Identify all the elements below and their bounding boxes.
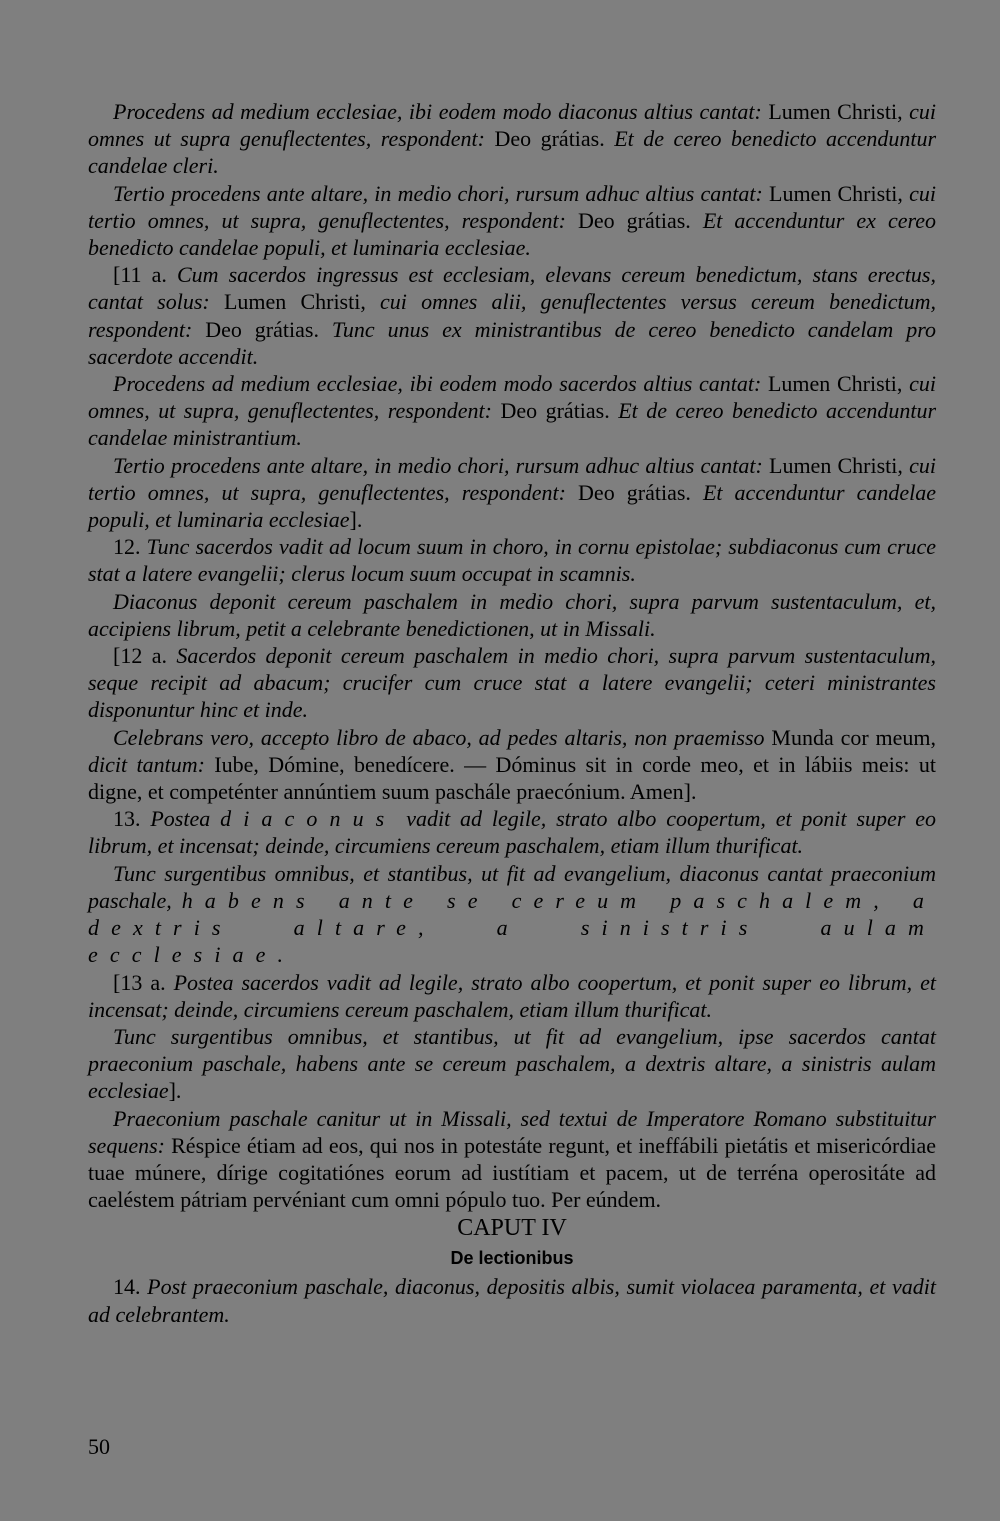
paragraph xyxy=(88,370,936,452)
text-run: Et de cereo benedicto accenduntur candelae ministrantium. xyxy=(88,398,937,451)
paragraph xyxy=(88,860,936,969)
text-run: Procedens ad medium ecclesiae, ibi eodem modo sacerdos altius cantat: xyxy=(113,371,768,397)
text-run: Cum sacerdos ingressus est ecclesiam, elevans cereum benedictum, stans erectus, cantat solus: xyxy=(88,262,936,315)
text-run: [13 a. xyxy=(113,969,174,995)
text-run: Tertio procedens ante altare, in medio chori, rursum adhuc altius cantat: xyxy=(113,180,769,206)
text-run: Lumen Christi, xyxy=(769,180,910,206)
chapter-title: CAPUT IV xyxy=(457,1215,567,1242)
text-run: Tertio procedens ante altare, in medio chori, rursum adhuc altius cantat: xyxy=(113,452,769,478)
text-run: Postea sacerdos vadit ad legile, strato albo coopertum, et ponit super eo librum, et incensat; deinde, circumiens cereum paschalem, etiam illum thurificat. xyxy=(88,969,936,1022)
paragraph-14 xyxy=(88,1273,936,1327)
text-run: Réspice étiam ad eos, qui nos in potestáte regunt, et ineffábili pietátis et misericórdiae tuae múnere, dírige cogitatiónes eorum ad iustítiam et pacem, ut de terréna operositáte ad caeléstem pátriam pervéniant cum omni pópulo tuo. Per eúndem. xyxy=(88,1132,936,1213)
text-run: Diaconus deponit cereum paschalem in medio chori, supra parvum sustentaculum, et, accipiens librum, petit a celebrante benedictionen, ut in Missali. xyxy=(88,588,936,641)
text-run: Sacerdos deponit cereum paschalem in medio chori, supra parvum sustentaculum, seque recipit ad abacum; crucifer cum cruce stat a latere evangelii; ceteri ministrantes disponuntur hinc et inde. xyxy=(88,643,936,723)
paragraph xyxy=(88,180,936,262)
text-run: cui tertio omnes, ut supra, genuflectentes, respondent: xyxy=(88,452,936,505)
paragraphs-before-chapter xyxy=(88,98,936,1213)
text-run: [11 a. xyxy=(113,262,177,288)
paragraph xyxy=(88,98,936,180)
text-run: Deo grátias. xyxy=(494,126,615,152)
chapter-subtitle: De lectionibus xyxy=(450,1248,574,1269)
text-run: ]. xyxy=(168,1078,182,1104)
text-run: Tunc surgentibus omnibus, et stantibus, ut fit ad evangelium, diaconus cantat praeconium paschale, xyxy=(88,860,936,913)
text-run: Et accenduntur ex cereo benedicto candelae populi, et luminaria ecclesiae. xyxy=(88,207,937,261)
text-run: 12. xyxy=(113,534,147,560)
text-run: Munda cor meum, xyxy=(771,724,936,750)
text-run: Iube, Dómine, benedícere. — Dóminus sit in corde meo, et in lábiis meis: ut digne, et competénter annúntiem suum paschále praecónium. Amen]. xyxy=(88,751,936,805)
text-run: Lumen Christi, xyxy=(223,289,381,315)
text-run: Post praeconium paschale, diaconus, depositis albis, sumit violacea paramenta, et vadit ad celebrantem. xyxy=(88,1274,937,1327)
text-run: Lumen Christi, xyxy=(767,371,910,397)
text-run: 13. xyxy=(113,806,151,832)
text-run: Procedens ad medium ecclesiae, ibi eodem modo diaconus altius cantat: xyxy=(113,99,769,124)
text-run: Deo grátias. xyxy=(205,316,332,342)
paragraph xyxy=(88,588,936,642)
paragraph xyxy=(88,724,936,806)
paragraph xyxy=(88,642,936,724)
paragraph xyxy=(88,261,936,370)
text-run: Lumen Christi, xyxy=(768,99,910,124)
paragraph xyxy=(88,805,936,859)
text-run: Tunc unus ex ministrantibus de cereo benedicto candelam pro sacerdote accendit. xyxy=(88,316,936,369)
text-run: cui omnes ut supra genuflectentes, respondent: xyxy=(88,99,937,152)
text-run: Lumen Christi, xyxy=(769,452,910,478)
paragraph xyxy=(88,533,936,587)
paragraph xyxy=(88,1105,936,1214)
text-run: Tunc sacerdos vadit ad locum suum in choro, in cornu epistolae; subdiaconus cum cruce stat a latere evangelii; clerus locum suum occupat in scamnis. xyxy=(88,534,936,587)
paragraph xyxy=(88,969,936,1023)
text-run: vadit ad legile, strato albo coopertum, et ponit super eo librum, et incensat; deinde, circumiens cereum paschalem, etiam illum thurificat. xyxy=(88,806,936,859)
page-body xyxy=(88,98,936,1328)
page-number: 50 xyxy=(88,1434,110,1459)
text-run: Deo grátias. xyxy=(500,398,619,424)
text-run: cui omnes, ut supra, genuflectentes, respondent: xyxy=(88,371,936,424)
text-run: diaconus xyxy=(220,806,397,832)
text-run: cui omnes alii, genuflectentes versus cereum benedictum, respondent: xyxy=(88,289,936,342)
paragraph xyxy=(88,452,936,534)
text-run: Postea xyxy=(150,806,221,832)
text-run: 14. xyxy=(113,1274,148,1300)
text-run: Deo grátias. xyxy=(578,479,703,505)
text-run: Celebrans vero, accepto libro de abaco, ad pedes altaris, non praemisso xyxy=(113,724,772,750)
text-run: Et accenduntur candelae populi, et luminaria ecclesiae xyxy=(88,479,936,533)
text-run: Tunc surgentibus omnibus, et stantibus, ut fit ad evangelium, ipse sacerdos cantat praeconium paschale, habens ante se cereum paschalem, a dextris altare, a sinistris aulam ecclesiae xyxy=(88,1023,936,1104)
text-run: ]. xyxy=(349,507,363,533)
text-run: Et de cereo benedicto accenduntur candelae cleri. xyxy=(88,126,937,179)
text-run: Praeconium paschale canitur ut in Missali, sed textui de Imperatore Romano substituitur sequens: xyxy=(88,1105,936,1158)
text-run: cui tertio omnes, ut supra, genuflectentes, respondent: xyxy=(88,180,936,233)
paragraph xyxy=(88,1023,936,1105)
text-run: dicit tantum: xyxy=(88,751,215,777)
text-run: Deo grátias. xyxy=(577,207,703,233)
text-run: [12 a. xyxy=(113,643,177,669)
text-run: habens ante se cereum paschalem, a dextris altare, a sinistris aulam ecclesiae. xyxy=(88,887,937,968)
